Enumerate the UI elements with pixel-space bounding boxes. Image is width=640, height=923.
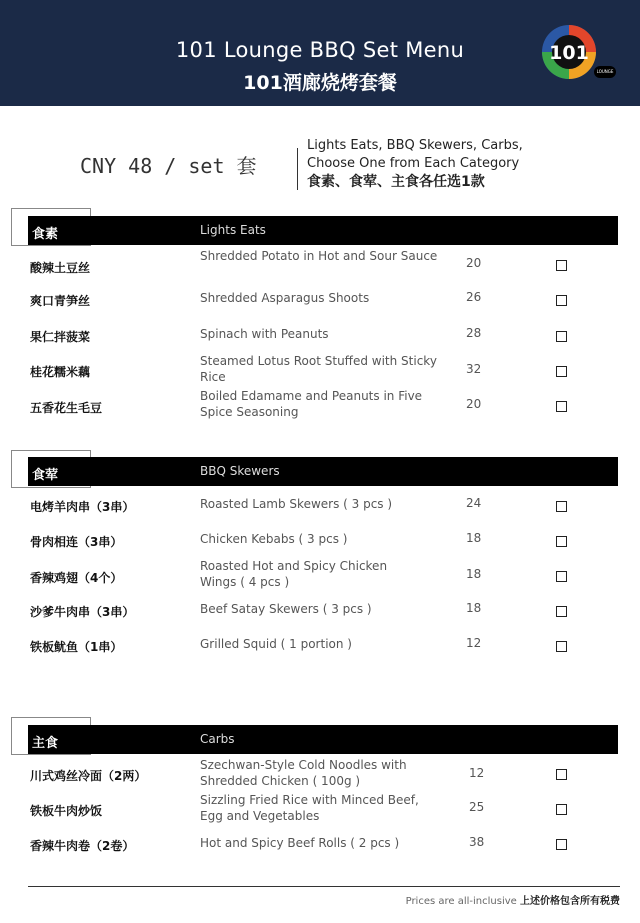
category-header-bbq-skewers [28,457,618,486]
category-header-carbs [28,725,618,754]
menu-item [0,353,640,383]
item-price: 32 [466,362,482,376]
item-name-cn: 五香花生毛豆 [30,401,103,415]
category-name-cn: 主食 [32,736,59,751]
item-name-cn: 电烤羊肉串（3串） [30,500,135,514]
menu-item [0,388,640,418]
logo-text: 101 [549,42,589,64]
item-name-en: Boiled Edamame and Peanuts in Five Spice Seasoning [200,389,423,419]
lounge-logo [541,24,597,80]
set-price-label-cn: 套 [236,154,257,178]
menu-item [0,597,640,627]
instructions [307,137,523,191]
footer-note-en: Prices are all-inclusive [405,896,517,907]
item-name-cn: 爽口青笋丝 [30,294,91,308]
item-name-cn: 桂花糯米藕 [30,365,91,379]
menu-item [0,632,640,662]
item-checkbox[interactable] [556,606,567,617]
item-price: 12 [466,636,482,650]
item-name-cn: 铁板牛肉炒饭 [30,804,103,818]
category-header-lights-eats [28,216,618,245]
item-name-cn: 沙爹牛肉串（3串） [30,605,135,619]
item-price: 28 [466,326,482,340]
category-name-en: Lights Eats [200,223,266,237]
item-checkbox[interactable] [556,331,567,342]
item-name-cn: 川式鸡丝冷面（2两） [30,769,147,783]
footer-divider [28,886,620,887]
menu-item [0,830,640,860]
item-checkbox[interactable] [556,260,567,271]
item-name-en: Shredded Potato in Hot and Sour Sauce [200,249,438,263]
menu-item [0,320,640,350]
menu-title-en: 101 Lounge BBQ Set Menu [175,38,465,62]
item-name-cn: 香辣鸡翅（4个） [30,571,123,585]
menu-item [0,558,640,588]
item-checkbox[interactable] [556,839,567,850]
item-name-en: Hot and Spicy Beef Rolls ( 2 pcs ) [200,836,400,850]
item-checkbox[interactable] [556,804,567,815]
item-price: 24 [466,496,482,510]
item-name-en: Szechwan-Style Cold Noodles with Shredded Chicken ( 100g ) [200,758,407,788]
menu-item [0,757,640,787]
item-name-cn: 铁板鱿鱼（1串） [30,640,123,654]
menu-item [0,792,640,822]
item-name-en: Steamed Lotus Root Stuffed with Sticky Rice [200,354,437,384]
menu-item [0,492,640,522]
menu-header [0,0,640,106]
item-checkbox[interactable] [556,769,567,780]
instructions-line-2: Choose One from Each Category [307,156,520,171]
item-checkbox[interactable] [556,295,567,306]
item-price: 12 [469,766,485,780]
item-name-cn: 果仁拌菠菜 [30,330,91,344]
category-name-en: BBQ Skewers [200,464,280,478]
item-name-en: Roasted Hot and Spicy Chicken Wings ( 4 pcs ) [200,559,388,589]
item-price: 26 [466,290,482,304]
footer-note [406,892,620,907]
item-price: 20 [466,256,482,270]
item-price: 18 [466,601,482,615]
item-checkbox[interactable] [556,401,567,412]
category-name-cn: 食荤 [32,468,59,483]
item-checkbox[interactable] [556,536,567,547]
item-name-en: Shredded Asparagus Shoots [200,291,370,305]
item-price: 18 [466,531,482,545]
footer-note-cn: 上述价格包含所有税费 [520,896,620,907]
item-name-en: Sizzling Fried Rice with Minced Beef, Egg and Vegetables [200,793,419,823]
item-name-en: Chicken Kebabs ( 3 pcs ) [200,532,348,546]
item-name-cn: 酸辣土豆丝 [30,261,91,275]
menu-item [0,248,640,278]
item-checkbox[interactable] [556,641,567,652]
item-price: 20 [466,397,482,411]
instructions-line-1: Lights Eats, BBQ Skewers, Carbs, [307,138,523,153]
logo-badge: LOUNGE [594,66,616,78]
item-name-cn: 骨肉相连（3串） [30,535,123,549]
item-checkbox[interactable] [556,366,567,377]
menu-item [0,527,640,557]
menu-title-cn: 101酒廊烧烤套餐 [243,72,397,94]
item-price: 38 [469,835,485,849]
instructions-line-cn: 食素、食荤、主食各任选1款 [307,174,485,190]
set-price-label: CNY 48 / set [80,154,225,178]
category-name-cn: 食素 [32,227,59,242]
item-name-en: Beef Satay Skewers ( 3 pcs ) [200,602,372,616]
category-name-en: Carbs [200,732,235,746]
item-name-en: Roasted Lamb Skewers ( 3 pcs ) [200,497,393,511]
item-checkbox[interactable] [556,571,567,582]
set-price [80,150,257,179]
item-price: 18 [466,567,482,581]
item-name-en: Grilled Squid ( 1 portion ) [200,637,352,651]
item-price: 25 [469,800,485,814]
divider [297,148,298,190]
menu-item [0,284,640,314]
item-name-en: Spinach with Peanuts [200,327,329,341]
item-checkbox[interactable] [556,501,567,512]
item-name-cn: 香辣牛肉卷（2卷） [30,839,135,853]
